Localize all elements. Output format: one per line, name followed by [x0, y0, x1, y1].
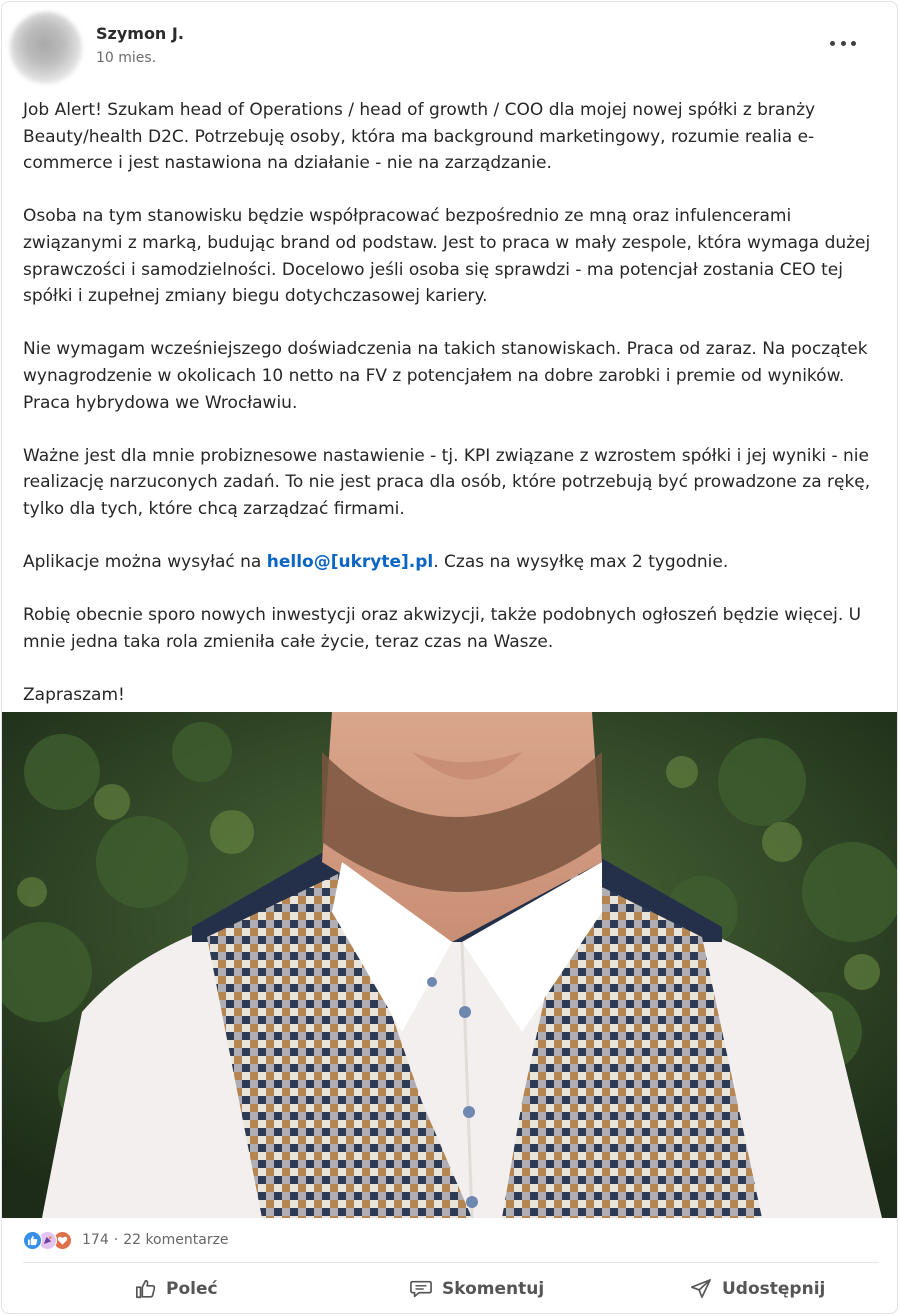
social-stats[interactable] — [23, 1229, 229, 1251]
action-bar — [2, 1266, 898, 1312]
thumbs-up-icon — [135, 1278, 157, 1300]
like-icon — [23, 1231, 42, 1250]
post-time: 10 mies. — [96, 50, 157, 66]
comment-icon — [409, 1278, 433, 1300]
like-label: Poleć — [166, 1279, 218, 1299]
post-photo[interactable] — [2, 712, 898, 1218]
post-paragraph: Job Alert! Szukam head of Operations / head of growth / COO dla mojej nowej spółki z branży Beauty/health D2C. Potrzebuję osoby, która ma background marketingowy, rozumie realia e-commerce i jest nastawiona na działanie - nie na zarządzanie. — [23, 100, 816, 174]
share-button[interactable] — [689, 1270, 825, 1308]
more-dot-icon — [830, 41, 835, 46]
send-icon — [689, 1278, 713, 1300]
more-dot-icon — [851, 41, 856, 46]
reaction-icons[interactable] — [23, 1231, 68, 1250]
share-label: Udostępnij — [722, 1279, 826, 1299]
apply-paragraph — [23, 549, 883, 576]
apply-text: Aplikacje można wysyłać na — [23, 552, 267, 573]
divider — [23, 1262, 879, 1263]
email-link[interactable]: hello@[ukryte].pl — [266, 552, 434, 573]
stats-separator: · — [113, 1232, 119, 1248]
reaction-count[interactable]: 174 — [82, 1232, 109, 1248]
more-dot-icon — [841, 41, 846, 46]
photo-illustration — [2, 712, 898, 1218]
post-paragraph: Zapraszam! — [23, 685, 125, 706]
more-options-button[interactable] — [826, 32, 860, 54]
like-button[interactable] — [135, 1270, 218, 1308]
apply-text-after: . Czas na wysyłkę max 2 tygodnie. — [433, 552, 729, 573]
post-body — [23, 97, 883, 735]
post-header — [2, 2, 897, 90]
post-paragraph: Ważne jest dla mnie probiznesowe nastawienie - tj. KPI związane z wzrostem spółki i jej wyniki - nie realizację narzuconych zadań. To nie jest praca dla osób, które potrzebują być prowadzone za rękę, tylko dla tych, które chcą zarządzać firmami. — [23, 445, 871, 519]
comment-label: Skomentuj — [442, 1279, 545, 1299]
post-paragraph: Robię obecnie sporo nowych inwestycji oraz akwizycji, także podobnych ogłoszeń będzie więcej. U mnie jedna taka rola zmieniła całe życie, teraz czas na Wasze. — [23, 605, 862, 652]
post-paragraph: Osoba na tym stanowisku będzie współpracować bezpośrednio ze mną oraz infulencerami związanymi z marką, budując brand od podstaw. Jest to praca w mały zespole, która wymaga dużej sprawczości i samodzielności. Docelowo jeśli osoba się sprawdzi - ma potencjał zostania CEO tej spółki i zupełnej zmiany biegu dotychczasowej kariery. — [23, 206, 871, 307]
comments-count[interactable]: 22 komentarze — [123, 1232, 229, 1248]
author-name[interactable]: Szymon J. — [96, 24, 184, 43]
post-card — [1, 1, 898, 1314]
post-paragraph: Nie wymagam wcześniejszego doświadczenia na takich stanowiskach. Praca od zaraz. Na początek wynagrodzenie w okolicach 10 netto na FV z potencjałem na dobre zarobki i premie od wyników. Praca hybrydowa we Wrocławiu. — [23, 339, 868, 413]
comment-button[interactable] — [409, 1270, 544, 1308]
avatar[interactable] — [10, 12, 82, 84]
